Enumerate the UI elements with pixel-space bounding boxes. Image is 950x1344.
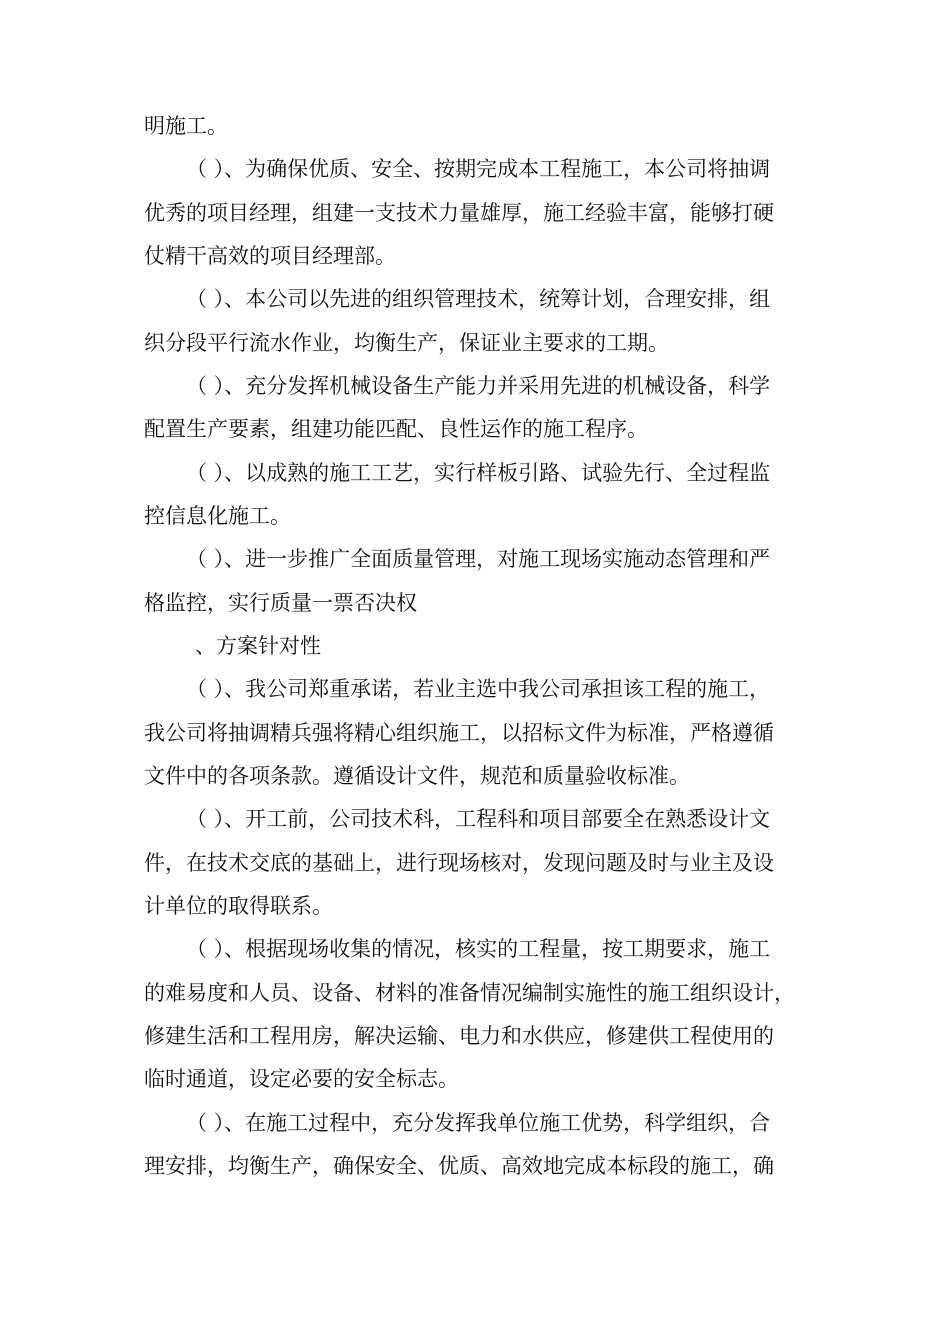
text-line: 的难易度和人员、设备、材料的准备情况编制实施性的施工组织设计，	[144, 981, 795, 1005]
text-line: 计单位的取得联系。	[144, 894, 333, 918]
text-line: 优秀的项目经理，组建一支技术力量雄厚，施工经验丰富，能够打硬	[144, 201, 774, 225]
list-item-paragraph: （ ）、在施工过程中，充分发挥我单位施工优势，科学组织，合	[186, 1111, 771, 1135]
list-item-paragraph: （ ）、本公司以先进的组织管理技术，统筹计划，合理安排，组	[186, 287, 771, 311]
text-line: 文件中的各项条款。遵循设计文件，规范和质量验收标准。	[144, 764, 690, 788]
list-item-paragraph: （ ）、进一步推广全面质量管理，对施工现场实施动态管理和严	[186, 547, 771, 571]
text-line: 织分段平行流水作业，均衡生产，保证业主要求的工期。	[144, 331, 669, 355]
text-line: 修建生活和工程用房，解决运输、电力和水供应，修建供工程使用的	[144, 1024, 774, 1048]
list-item-paragraph: （ ）、充分发挥机械设备生产能力并采用先进的机械设备，科学	[186, 374, 771, 398]
text-line: 我公司将抽调精兵强将精心组织施工，以招标文件为标准，严格遵循	[144, 721, 774, 745]
list-item-paragraph: （ ）、为确保优质、安全、按期完成本工程施工，本公司将抽调	[186, 157, 771, 181]
text-line: 仗精干高效的项目经理部。	[144, 244, 396, 268]
list-item-paragraph: （ ）、开工前，公司技术科，工程科和项目部要全在熟悉设计文	[186, 807, 771, 831]
section-heading: 、方案针对性	[195, 634, 321, 658]
list-item-paragraph: （ ）、根据现场收集的情况，核实的工程量，按工期要求，施工	[186, 937, 771, 961]
text-line: 配置生产要素，组建功能匹配、良性运作的施工程序。	[144, 417, 648, 441]
text-line: 临时通道，设定必要的安全标志。	[144, 1067, 459, 1091]
text-line: 控信息化施工。	[144, 504, 291, 528]
text-line: 件，在技术交底的基础上，进行现场核对，发现问题及时与业主及设	[144, 851, 774, 875]
list-item-paragraph: （ ）、我公司郑重承诺，若业主选中我公司承担该工程的施工，	[186, 677, 771, 701]
text-line: 理安排，均衡生产，确保安全、优质、高效地完成本标段的施工，确	[144, 1154, 774, 1178]
list-item-paragraph: （ ）、以成熟的施工工艺，实行样板引路、试验先行、全过程监	[186, 461, 771, 485]
text-line: 明施工。	[144, 114, 228, 138]
text-line: 格监控，实行质量一票否决权	[144, 591, 417, 615]
